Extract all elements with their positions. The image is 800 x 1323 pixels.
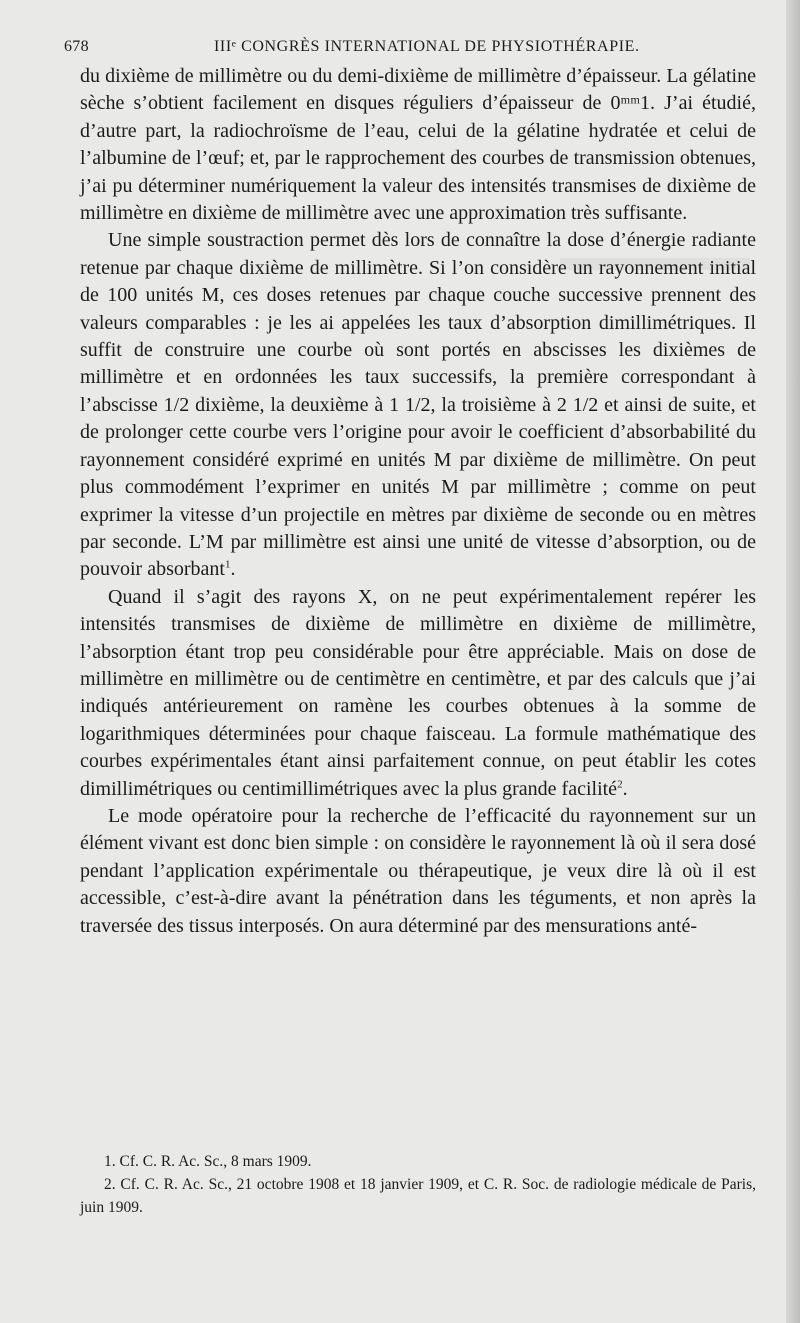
paragraph-2-text: Une simple soustraction permet dès lors de connaître la dose d’énergie radiante retenue par chaque dixième de millimètre. Si l’on considère un rayonnement initial de 100 unités M, ces doses retenues par chaque couche successive prennent des valeurs comparables : je les ai appelées les taux d’absorption dimillimétriques. Il suffit de construire une courbe où sont portés en abscisses les dixièmes de millimètre et en ordonnées les taux successifs, la première correspondant à l’abscisse 1/2 dixième, la deuxième à 1 1/2, la troisième à 2 1/2 et ainsi de suite, et de prolonger cette courbe vers l’origine pour avoir le coefficient d’absorbabilité du rayonnement considéré exprimé en unités M par dixième de millimètre. On peut plus commodément l’exprimer en unités M par millimètre ; comme on peut exprimer la vitesse d’un projectile en mètres par dixième de seconde ou en mètres par seconde. L’M par millimètre est ainsi une unité de vitesse d’absorption, ou de pouvoir absorbant — [80, 229, 756, 581]
paragraph-3-text: Quand il s’agit des rayons X, on ne peut expérimentalement repérer les intensités transmises de dixième de millimètre en dixième de millimètre, l’absorption étant trop peu considérable pour être appréciable. Mais on dose de millimètre en millimètre ou de centimètre en centimètre, et par des calculs que j’ai indiqués antérieurement on ramène les courbes obtenues à la somme de logarithmiques déterminées pour chaque faisceau. La formule mathématique des courbes expérimentales étant ainsi parfaitement connue, on peut établir les cotes dimillimétriques ou centimillimétriques avec la plus grande facilité — [80, 585, 756, 800]
page-edge-shadow — [786, 0, 800, 1323]
running-header — [64, 38, 754, 64]
paragraph-1: du dixième de millimètre ou du demi-dixième de millimètre d’épaisseur. La gélatine sèche s’obtient facilement en disques réguliers d’épaisseur de 0ᵐᵐ1. J’ai étudié, d’autre part, la radiochroïsme de l’eau, celui de la gélatine hydratée et celui de l’albumine de l’œuf; et, par le rapprochement des courbes de transmission obtenues, j’ai pu déterminer numériquement la valeur des intensités transmises de dixième de millimètre en dixième de millimètre avec une approximation très suffisante. — [80, 65, 756, 225]
paragraph-4: Le mode opératoire pour la recherche de l’efficacité du rayonnement sur un élément vivant est donc bien simple : on considère le rayonnement là où il sera dosé pendant l’application expérimentale ou thérapeutique, je veux dire là où il est accessible, c’est-à-dire avant la pénétration dans les téguments, et non après la traversée des tissus interposés. On aura déterminé par des mensurations anté- — [80, 804, 756, 937]
footnote-ref-1: 1 — [224, 558, 231, 571]
footnotes — [80, 1150, 756, 1219]
footnote-ref-2: 2 — [617, 777, 623, 790]
footnote-1: 1. Cf. C. R. Ac. Sc., 8 mars 1909. — [104, 1153, 312, 1170]
paragraph-2: Une simple soustraction permet dès lors de connaître la dose d’énergie radiante retenue par chaque dixième de millimètre. Si l’on considère un rayonnement initial de 100 unités M, ces doses retenues par chaque couche successive prennent des valeurs comparables : je les ai appelées les taux d’absorption dimillimétriques. Il suffit de construire une courbe où sont portés en abscisses les dixièmes de millimètre et en ordonnées les taux successifs, la première correspondant à l’abscisse 1/2 dixième, la deuxième à 1 1/2, la troisième à 2 1/2 et ainsi de suite, et de prolonger cette courbe vers l’origine pour avoir le coefficient d’absorbabilité du rayonnement considéré exprimé en unités M par dixième de millimètre. On peut plus commodément l’exprimer en unités M par millimètre ; comme on peut exprimer la vitesse d’un projectile en mètres par dixième de seconde ou en mètres par seconde. L’M par millimètre est ainsi une unité de vitesse d’absorption, ou de pouvoir absorbant$^1$. — [80, 229, 756, 581]
footnote-2: 2. Cf. C. R. Ac. Sc., 21 octobre 1908 et 18 janvier 1909, et C. R. Soc. de radiologie médicale de Paris, juin 1909. — [80, 1176, 756, 1216]
running-title: IIIᵉ CONGRÈS INTERNATIONAL DE PHYSIOTHÉRAPIE. — [214, 38, 640, 55]
page-number: 678 — [64, 38, 89, 55]
paragraph-3: Quand il s’agit des rayons X, on ne peut expérimentalement repérer les intensités transmises de dixième de millimètre en dixième de millimètre, l’absorption étant trop peu considérable pour être appréciable. Mais on dose de millimètre en millimètre ou de centimètre en centimètre, et par des calculs que j’ai indiqués antérieurement on ramène les courbes obtenues à la somme de logarithmiques déterminées pour chaque faisceau. La formule mathématique des courbes expérimentales étant ainsi parfaitement connue, on peut établir les cotes dimillimétriques ou centimillimétriques avec la plus grande facilité$^2$. — [80, 585, 756, 800]
body-text — [80, 63, 756, 940]
